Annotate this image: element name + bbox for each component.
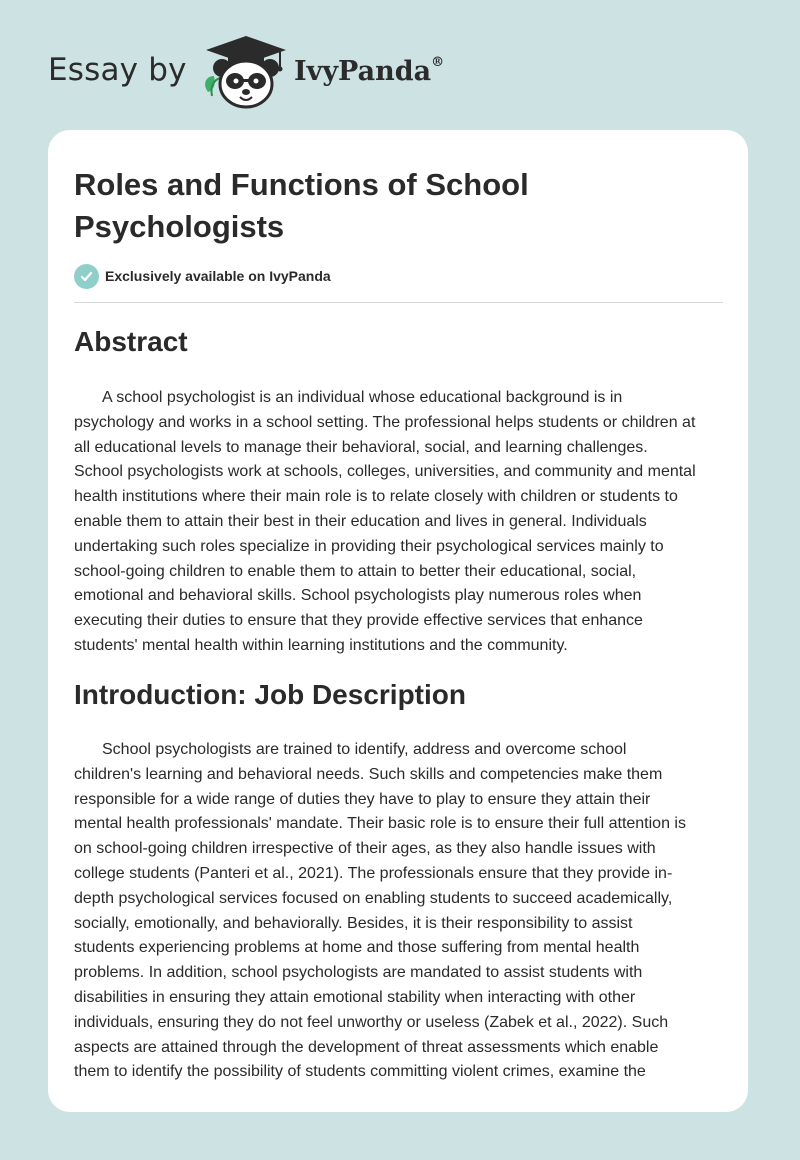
paragraph-line: A school psychologist is an individual whose educational background is in: [102, 389, 623, 406]
paragraph-line: on school-going children irrespective of their ages, as they also handle issues with: [74, 840, 656, 858]
title-line: Roles and Functions of School: [74, 167, 529, 202]
paragraph-line: children's learning and behavioral needs. Such skills and competencies make them: [74, 765, 663, 783]
paragraph-line: executing their duties to ensure that they provide effective services that enhance: [74, 612, 643, 630]
paragraph-line: mental health professionals' mandate. Their basic role is to ensure their full attention is: [74, 815, 686, 833]
paragraph-line: responsible for a wide range of duties they have to play to ensure they attain their: [74, 790, 651, 808]
essay-card: [48, 130, 748, 1112]
section-heading-abstract: Abstract: [74, 326, 188, 357]
paragraph-line: students' mental health within learning institutions and the community.: [74, 636, 568, 654]
paragraph-line: disabilities in ensuring they attain emotional stability when interacting with other: [74, 988, 636, 1006]
paragraph-line: psychology and works in a school setting. The professional helps students or children at: [74, 413, 696, 431]
paragraph-line: school-going children to enable them to attain to better their educational, social,: [74, 562, 637, 580]
paragraph-line: undertaking such roles specialize in providing their psychological services mainly to: [74, 537, 664, 555]
exclusive-badge: [74, 263, 331, 289]
introduction-paragraph: [74, 738, 726, 1085]
paragraph-line: School psychologists work at schools, colleges, universities, and community and mental: [74, 463, 696, 481]
brand-name-text: IvyPanda: [294, 56, 432, 87]
check-icon: [74, 264, 99, 289]
essay-title: [74, 164, 714, 248]
paragraph-line: health institutions where their main role is to relate closely with children or students to: [74, 488, 678, 506]
paragraph-line: all educational levels to manage their behavioral, social, and learning challenges.: [74, 438, 648, 456]
registered-mark: ®: [431, 55, 445, 70]
paragraph-line: college students (Panteri et al., 2021). The professionals ensure that they provide in-: [74, 864, 673, 882]
paragraph-line: students experiencing problems at home and those suffering from mental health: [74, 939, 640, 957]
paragraph-line: enable them to attain their best in their education and lives in general. Individuals: [74, 512, 647, 530]
site-header: [0, 0, 800, 130]
brand-name[interactable]: [294, 56, 444, 87]
paragraph-line: socially, emotionally, and behaviorally. Besides, it is their responsibility to assist: [74, 914, 633, 932]
paragraph-line: emotional and behavioral skills. School psychologists play numerous roles when: [74, 587, 642, 605]
paragraph-line: individuals, ensuring they do not feel unworthy or useless (Zabek et al., 2022). Such: [74, 1013, 669, 1031]
paragraph-line: problems. In addition, school psychologists are mandated to assist students with: [74, 964, 643, 982]
paragraph-line: depth psychological services focused on enabling students to succeed academically,: [74, 889, 673, 907]
paragraph-line: them to identify the possibility of students committing violent crimes, examine the: [74, 1063, 646, 1081]
title-line: Psychologists: [74, 209, 285, 244]
paragraph-line: aspects are attained through the development of threat assessments which enable: [74, 1038, 659, 1056]
paragraph-line: School psychologists are trained to identify, address and overcome school: [102, 741, 627, 758]
abstract-paragraph: [74, 386, 726, 659]
badge-text: Exclusively available on IvyPanda: [105, 268, 331, 284]
divider: [74, 302, 723, 303]
section-heading-introduction: Introduction: Job Description: [74, 679, 466, 710]
brand-prefix: Essay by: [48, 52, 187, 88]
panda-logo-icon[interactable]: [200, 34, 292, 110]
